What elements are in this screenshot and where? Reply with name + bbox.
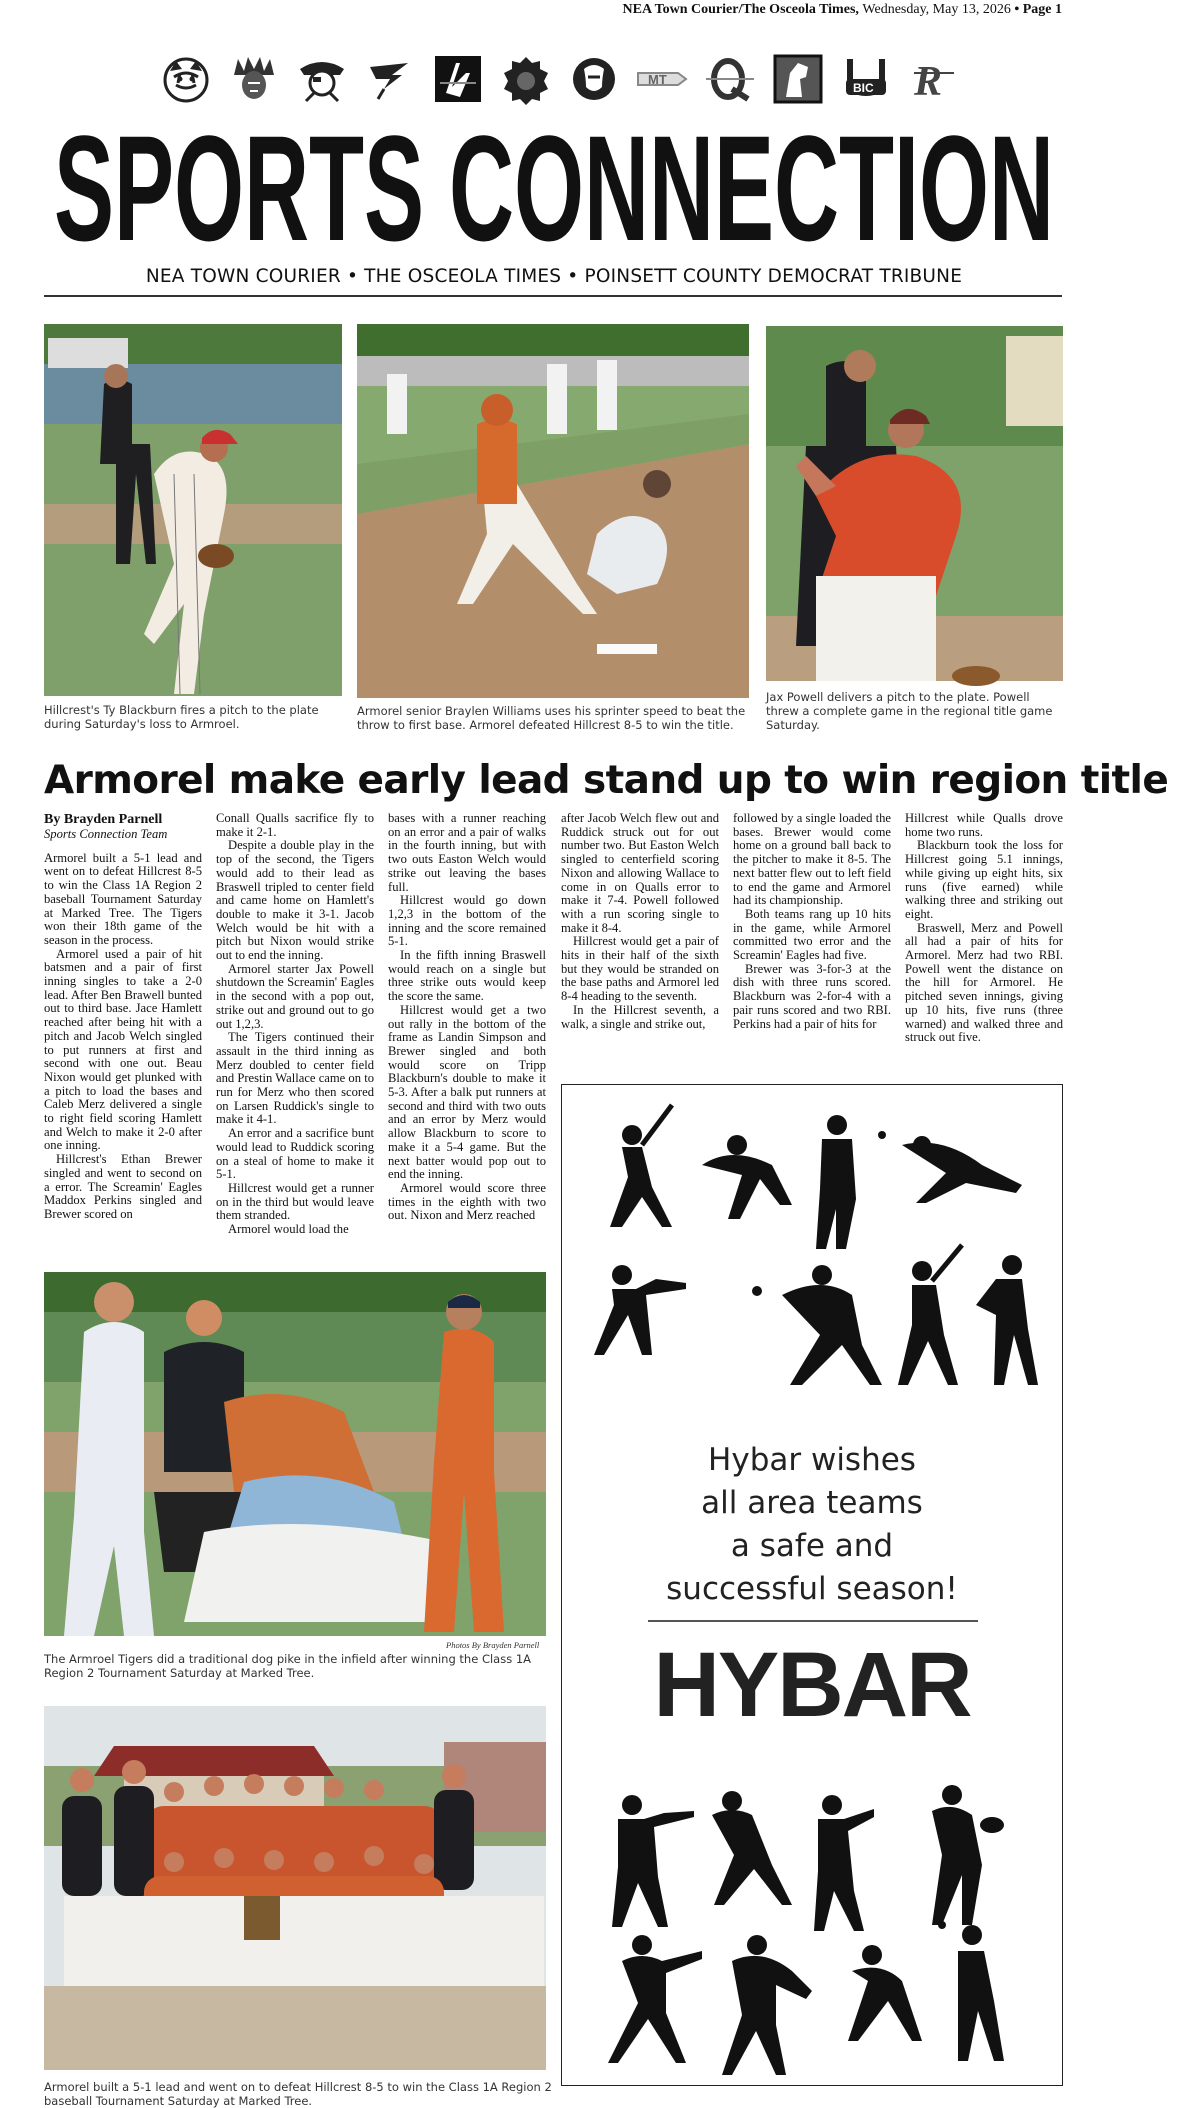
article-paragraph: Hillcrest would get a runner on in the third but would leave them stranded.: [216, 1180, 374, 1223]
mt-logo: [636, 53, 688, 105]
article-column-4: [561, 812, 719, 1031]
paper-name: NEA Town Courier/The Osceola Times,: [622, 2, 859, 17]
svg-text:MT: MT: [648, 72, 667, 87]
baseball-silhouettes-top: [582, 1105, 1042, 1405]
photo-caption: The Armroel Tigers did a traditional dog pike in the infield after winning the Class 1A Region 2 Tournament Saturday at Marked Tree.: [44, 1652, 532, 1680]
article-paragraph: after Jacob Welch flew out and Ruddick struck out for out number two. But Easton Welch singled to centerfield scoring Nixon and allowing Wallace to come in on Qualls error to make it 7-4. Powell followed with a run scoring single to make it 8-4.: [561, 811, 719, 935]
article-paragraph: followed by a single loaded the bases. Brewer would come home on a ground ball back to the pitcher to make it 8-5. The next batter flew out to left field to end the game and Armorel had its championship.: [733, 811, 891, 908]
ad-line: a safe and: [730, 1528, 894, 1564]
masthead-title: [44, 104, 1064, 272]
chief-logo: [228, 53, 280, 105]
article-column-3: [388, 812, 546, 1223]
article-paragraph: An error and a sacrifice bunt would lead to Ruddick scoring on a steal of home to make it 5-1.: [216, 1126, 374, 1182]
ad-line: successful season!: [666, 1571, 958, 1607]
newspaper-names: NEA TOWN COURIER • THE OSCEOLA TIMES • POINSETT COUNTY DEMOCRAT TRIBUNE: [145, 266, 963, 287]
school-logos-row: [160, 48, 960, 110]
article-paragraph: Hillcrest would go down 1,2,3 in the bottom of the inning and the score remained 5-1.: [388, 893, 546, 949]
warrior-logo: [568, 53, 620, 105]
article-paragraph: The Tigers continued their assault in the third inning as Merz doubled to center field and Prestin Wallace came on to run for Merz who then scored on Larsen Ruddick's single to make it 4-1.: [216, 1030, 374, 1127]
article-paragraph: Armorel starter Jax Powell shutdown the Screamin' Eagles in the second with a pop out, strike out and ground out to go out 1,2,3.: [216, 961, 374, 1031]
article-paragraph: Blackburn took the loss for Hillcrest going 5.1 innings, while giving up eight hits, six runs (five earned) while walking three and striking out eight.: [905, 838, 1063, 921]
mustang-logo: [772, 53, 824, 105]
svg-text:BIC: BIC: [853, 81, 874, 95]
article-paragraph: Armorel would score three times in the eighth with two out. Nixon and Merz reached: [388, 1180, 546, 1223]
ad-divider: [648, 1620, 978, 1622]
article-paragraph: In the fifth inning Braswell would reach on a single but three strike outs would keep the score the same.: [388, 948, 546, 1004]
article-paragraph: Conall Qualls sacrifice fly to make it 2-1.: [216, 811, 374, 839]
byline-team: Sports Connection Team: [44, 827, 168, 841]
tiger-logo: [160, 53, 212, 105]
article-paragraph: Hillcrest would get a two out rally in the bottom of the frame as Landin Simpson and Brewer singled and both would score on Tripp Blackburn's double to make it 5-3. After a balk put runners at second and third with two outs and an error by Merz would allow Blackburn to score to make it a 5-4 game. But the next batter would pop out to end the inning.: [388, 1002, 546, 1182]
article-paragraph: Armorel used a pair of hit batsmen and a pair of first inning singles to take a 2-0 lead. After Ben Brawell bunted out to third base. Jace Hamlett reached after being hit with a pitch and Jacob Welch singled to put runners at first and second with one out. Beau Nixon would get plunked with a pitch to load the bases and Caleb Merz delivered a single to right field scoring Hamlett and Welch to make it 2-0 after one inning.: [44, 946, 202, 1153]
article-headline: Armorel make early lead stand up to win region title: [44, 758, 1169, 803]
article-paragraph: Despite a double play in the top of the second, the Tigers would add to their lead as Braswell tripled to center field and came home on Hamlett's double to make it 3-1. Jacob Welch would be hit with a pitch but Nixon would strike out to end the inning.: [216, 838, 374, 963]
article-paragraph: Hillcrest while Qualls drove home two runs.: [905, 811, 1063, 839]
hybar-advertisement: [561, 1084, 1063, 2086]
softball-silhouettes-bottom: [582, 1785, 1042, 2075]
article-column-5: [733, 812, 891, 1031]
photo-armorel-pitcher: [766, 326, 1063, 681]
article-paragraph: Armorel would load the: [228, 1222, 349, 1237]
bic-logo: [840, 53, 892, 105]
article-paragraph: In the Hillcrest seventh, a walk, a single and strike out,: [561, 1002, 719, 1031]
page-number: • Page 1: [1014, 2, 1062, 17]
pirate-logo: [296, 53, 348, 105]
issue-date: Wednesday, May 13, 2026: [862, 2, 1011, 17]
photo-caption: Jax Powell delivers a pitch to the plate. Powell threw a complete game in the regional title game Saturday.: [766, 690, 1053, 732]
photo-baserunner: [357, 324, 749, 698]
article-column-6: [905, 812, 1063, 1045]
hybar-logo: HYBAR: [653, 1634, 971, 1736]
hurricane-logo: [432, 53, 484, 105]
photo-caption: Hillcrest's Ty Blackburn fires a pitch to the plate during Saturday's loss to Armroel.: [44, 703, 319, 731]
article-paragraph: Hillcrest's Ethan Brewer singled and went to second on a error. The Screamin' Eagles Maddox Perkins singled and Brewer scored on: [44, 1152, 202, 1221]
eagle-logo: [364, 53, 416, 105]
ad-line: all area teams: [701, 1485, 923, 1521]
svg-text:R: R: [914, 59, 943, 105]
ad-line: Hybar wishes: [708, 1442, 916, 1478]
masthead-rule: [44, 295, 1062, 297]
ad-message: [562, 1439, 1062, 1611]
photo-credit: Photos By Brayden Parnell: [446, 1640, 540, 1650]
photo-caption: Armorel built a 5-1 lead and went on to defeat Hillcrest 8-5 to win the Class 1A Region 2 baseball Tournament Saturday at Marked Tree.: [44, 2080, 552, 2108]
photo-caption: Armorel senior Braylen Williams uses his sprinter speed to beat the throw to first base. Armorel defeated Hillcrest 8-5 to win the title.: [357, 704, 746, 732]
article-column-2: [216, 812, 374, 1237]
photo-hillcrest-pitcher: [44, 324, 342, 696]
article-paragraph: Hillcrest would get a pair of hits in their half of the sixth but they would be stranded on the base paths and Armorel led 8-4 heading to the seventh.: [561, 934, 719, 1004]
svg-text:SPORTS CONNECTION: SPORTS CONNECTION: [54, 104, 1054, 272]
article-paragraph: Both teams rang up 10 hits in the game, while Armorel committed two error and the Screamin' Eagles had five.: [733, 906, 891, 963]
photo-team: [44, 1706, 546, 2070]
photo-dogpile: [44, 1272, 546, 1636]
article-paragraph: Braswell, Merz and Powell all had a pair of hits for Armorel. Merz had two RBI. Powell went the distance on the hill for Armorel. He pitched seven innings, giving up 10 hits, five runs (three warned) and walked three and struck out five.: [905, 920, 1063, 1045]
article-paragraph: Armorel built a 5-1 lead and went on to defeat Hillcrest 8-5 to win the Class 1A Region 2 baseball Tournament Saturday at Marked Tree. The Tigers won their 18th game of the season in the process.: [44, 850, 202, 947]
byline: By Brayden Parnell: [44, 812, 163, 827]
r-logo: [908, 53, 960, 105]
q-logo: [704, 53, 756, 105]
article-paragraph: bases with a runner reaching on an error and a pair of walks in the fourth inning, but with two outs Easton Welch would strike out leaving the bases full.: [388, 811, 546, 894]
article-paragraph: Brewer was 3-for-3 at the dish with three runs scored. Blackburn was 2-for-4 with a pair runs scored and two RBI. Perkins had a pair of hits for: [733, 961, 891, 1031]
article-column-1: [44, 812, 202, 1222]
lion-logo: [500, 53, 552, 105]
page-topline: [623, 2, 1062, 18]
